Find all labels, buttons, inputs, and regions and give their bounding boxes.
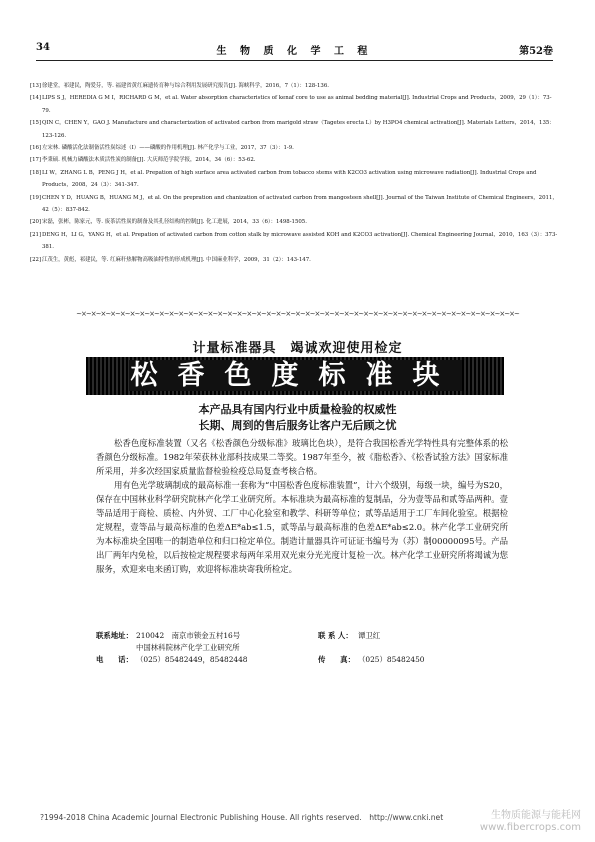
reference-text: LIPS S J，HEREDIA G M I，RICHARD G M，et al. Water absorption characteristics of kenaf core to use as animal bedding material[J]. Industrial Crops and Products，2009，29（1）：73-79. [42,95,552,114]
reference-number: [22] [30,256,42,263]
tagline-2: 长期、周到的售后服务让客户无后顾之忧 [198,419,397,432]
address-institute: 中国林科院林产化学工业研究所 [136,643,240,652]
reference-number: [18] [30,169,42,176]
page-number: 34 [36,42,50,53]
reference-text: 李秉硕. 机械力磷酸法木质活性炭的制备[J]. 大庆师范学院学报，2014，34（6）：53-62. [42,157,256,164]
volume-label: 第52卷 [519,46,553,57]
reference-number: [14] [30,95,42,102]
address-value: 210042 南京市锁金五村16号 [136,631,241,640]
reference-number: [15] [30,120,42,127]
reference-text: DENG H，LI G，YANG H，et al. Prepation of activated carbon from cotton stalk by microwave assisted KOH and K2CO3 activation[J]. Chemical Engineering Journal，2010，163（3）：373-381. [42,231,558,251]
contact-block [96,630,516,666]
reference-number: [13] [30,83,42,89]
reference-item [30,80,560,92]
reference-text: 江茂生，黄彪，祁建民，等. 红麻秆热解物高吸油特性的形成机理[J]. 中国麻业科学，2009，31（2）：143-147. [42,256,311,263]
ad-body [96,436,508,576]
reference-item [30,117,560,142]
reference-text: QIN C，CHEN Y，GAO J. Manufacture and characterization of activated carbon from marigold straw（Tagetes erecta L）by H3PO4 chemical activation[J]. Materials Letters，2014，135：123-126. [42,120,555,139]
ad-heading: 计量标准器具 竭诚欢迎使用检定 [192,341,403,356]
reference-item [30,142,560,154]
ad-paragraph-1: 松香色度标准装置（又名《松香颜色分级标准》玻璃比色块），是符合我国松香光学特性具有完整体系的松香颜色分级标准。1982年荣获林业部科技成果二等奖。1987年至今，被《脂松香》、《松香试验方法》国家标准所采用，并多次经国家质量监督检验检疫总局复查考核合格。 [96,438,508,476]
phone-label: 电 话： [96,655,133,664]
decorative-divider: ~×~×~×~×~×~×~×~×~×~×~×~×~×~×~×~×~×~×~×~×~×~×~×~×~×~×~×~×~×~×~×~×~×~×~×~×~×~×~×~×~×~×~×~×~×~ [76,310,519,316]
fax-value: （025）85482450 [358,655,425,664]
running-header [36,42,553,58]
journal-title: 生 物 质 化 学 工 程 [216,46,373,57]
reference-item [30,92,560,117]
product-banner [86,357,504,395]
reference-number: [19] [30,194,42,201]
reference-number: [21] [30,231,42,238]
reference-text: LI W，ZHANG L B，PENG J H，et al. Prepation of high surface area activated carbon from tobacco stems with K2CO3 activation using microwave radiation[J]. Industrial Crops and Products，2008，24（3）：341-347. [42,169,537,189]
banner-title: 松香色度标准块 [130,360,460,391]
reference-item [30,254,560,266]
reference-list [30,80,560,266]
reference-text: 宋磊，张彬，陈家元，等. 废茶活性炭的制备及其孔径结构的控制[J]. 化工进展，2014，33（6）：1498-1505. [42,219,307,226]
watermark: 生物质能源与能耗网 www.fibercrops.com [479,810,581,833]
reference-number: [17] [30,157,42,164]
fax-label: 传 真： [318,655,355,664]
reference-text: 左宋林. 磷酸活化法制备活性炭综述（I）——磷酸的作用机理[J]. 林产化学与工业，2017，37（3）：1-9. [42,145,294,152]
phone-value: （025）85482449，85482448 [136,655,248,664]
address-label: 联系地址： [96,631,133,640]
reference-item [30,229,560,254]
tagline-1: 本产品具有国内行业中质量检验的权威性 [198,403,397,416]
reference-item [30,167,560,192]
reference-item [30,192,560,217]
reference-item [30,216,560,228]
contact-person-value: 谭卫红 [358,631,381,640]
header-rule [36,60,553,61]
copyright-footer: ?1994-2018 China Academic Journal Electronic Publishing House. All rights reserved. http://www.cnki.net [40,813,444,822]
reference-item [30,154,560,166]
reference-text: CHEN Y D，HUANG B，HUANG M J，et al. On the prepration and chanization of activated carbon from mangosteen shell[J]. Journal of the Taiwan Institute of Chemical Engineers，2011，42（5）：837-842. [42,194,558,214]
reference-text: 徐建堂，祁建民，陶爱芬，等. 福建省黄红麻遗传育种与综合利用发展研究报告[J]. 海峡科学，2016，7（1）：128-136. [42,83,330,89]
reference-number: [20] [30,219,42,226]
ad-paragraph-2: 用有色光学玻璃制成的最高标准一套称为“中国松香色度标准装置”，计六个级别，每级一块，编号为S20，保存在中国林业科学研究院林产化学工业研究所。本标准块为最高标准的复制品，分为壹等品和贰等品两种。壹等品适用于商检、质检、内外贸、工厂中心化验室和教学、科研等单位；贰等品适用于工厂车间化验室。根据检定规程，壹等品与最高标准的色差ΔE*ab≤1.5，贰等品与最高标准的色差ΔE*ab≤2.0。林产化学工业研究所为本标准块全国唯一的制造单位和归口检定单位。制造计量器具许可证证书编号为（苏）制00000095号。产品出厂两年内免检，以后按检定规程要求每两年采用双光束分光光度计复检一次。林产化学工业研究所将竭诚为您服务，欢迎来电来函订购，欢迎将标准块寄我所检定。 [96,480,508,574]
reference-number: [16] [30,145,42,152]
contact-person-label: 联 系 人： [318,631,353,640]
